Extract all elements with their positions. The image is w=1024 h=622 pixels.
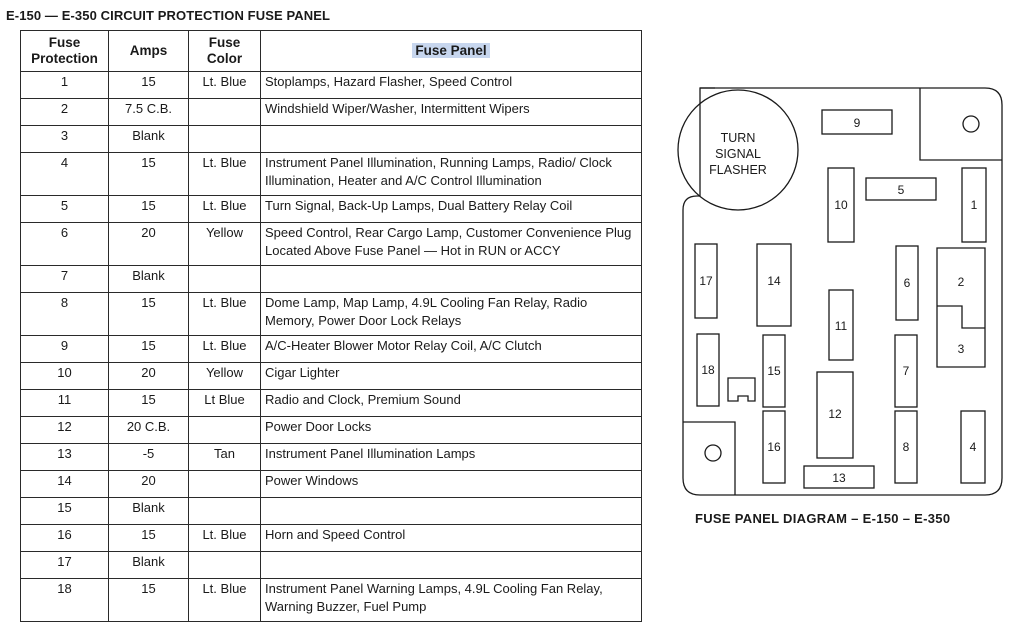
cell-fuse-number: 15 — [21, 498, 109, 525]
flasher-label-line-2: SIGNAL — [715, 147, 761, 161]
cell-color: Lt. Blue — [189, 336, 261, 363]
cell-amps: 15 — [109, 579, 189, 622]
cell-amps: Blank — [109, 266, 189, 293]
cell-amps: -5 — [109, 444, 189, 471]
fuse-label-7: 7 — [902, 364, 910, 378]
cell-description: Instrument Panel Warning Lamps, 4.9L Cooling Fan Relay, Warning Buzzer, Fuel Pump — [261, 579, 642, 622]
cell-fuse-number: 5 — [21, 196, 109, 223]
fuse-label-18: 18 — [701, 363, 715, 377]
cell-amps: 15 — [109, 293, 189, 336]
fuse-label-4: 4 — [969, 440, 977, 454]
page-title: E-150 — E-350 CIRCUIT PROTECTION FUSE PANEL — [6, 8, 331, 23]
cell-amps: Blank — [109, 498, 189, 525]
cell-description: Windshield Wiper/Washer, Intermittent Wipers — [261, 99, 642, 126]
cell-amps: 15 — [109, 153, 189, 196]
header-fuse-color: Fuse Color — [189, 31, 261, 72]
fuse-label-15: 15 — [767, 364, 781, 378]
diagram-caption: FUSE PANEL DIAGRAM – E-150 – E-350 — [695, 511, 951, 526]
mounting-hole-top — [963, 116, 979, 132]
cell-fuse-number: 13 — [21, 444, 109, 471]
cell-amps: 20 C.B. — [109, 417, 189, 444]
cell-fuse-number: 4 — [21, 153, 109, 196]
cell-fuse-number: 16 — [21, 525, 109, 552]
cell-amps: 20 — [109, 471, 189, 498]
fuse-label-1: 1 — [970, 198, 978, 212]
cell-description: Instrument Panel Illumination Lamps — [261, 444, 642, 471]
cell-color: Lt. Blue — [189, 196, 261, 223]
cell-description: Dome Lamp, Map Lamp, 4.9L Cooling Fan Relay, Radio Memory, Power Door Lock Relays — [261, 293, 642, 336]
header-fuse-protection: Fuse Protection — [21, 31, 109, 72]
cell-fuse-number: 1 — [21, 72, 109, 99]
fuse-label-14: 14 — [767, 274, 781, 288]
flasher-label-line-1: TURN — [720, 131, 756, 145]
cell-description: A/C-Heater Blower Motor Relay Coil, A/C Clutch — [261, 336, 642, 363]
cell-description: Power Windows — [261, 471, 642, 498]
fuse-label-16: 16 — [767, 440, 781, 454]
cell-description: Horn and Speed Control — [261, 525, 642, 552]
cell-fuse-number: 3 — [21, 126, 109, 153]
cell-fuse-number: 12 — [21, 417, 109, 444]
fuse-label-10: 10 — [834, 198, 848, 212]
fuse-label-5: 5 — [897, 183, 905, 197]
cell-fuse-number: 9 — [21, 336, 109, 363]
cell-fuse-number: 10 — [21, 363, 109, 390]
cell-fuse-number: 7 — [21, 266, 109, 293]
cell-color: Lt. Blue — [189, 293, 261, 336]
fuse-label-12: 12 — [828, 407, 842, 421]
cell-color: Tan — [189, 444, 261, 471]
cell-color: Lt. Blue — [189, 72, 261, 99]
cell-color: Yellow — [189, 223, 261, 266]
cell-amps: 20 — [109, 363, 189, 390]
cell-description: Power Door Locks — [261, 417, 642, 444]
cell-description: Turn Signal, Back-Up Lamps, Dual Battery Relay Coil — [261, 196, 642, 223]
cell-amps: 7.5 C.B. — [109, 99, 189, 126]
mounting-hole-bottom — [705, 445, 721, 461]
fuse-label-6: 6 — [903, 276, 911, 290]
cell-fuse-number: 14 — [21, 471, 109, 498]
cell-fuse-number: 2 — [21, 99, 109, 126]
cell-description: Stoplamps, Hazard Flasher, Speed Control — [261, 72, 642, 99]
cell-description: Speed Control, Rear Cargo Lamp, Customer Convenience Plug Located Above Fuse Panel — Hot in RUN or ACCY — [261, 223, 642, 266]
cell-color: Lt. Blue — [189, 525, 261, 552]
bottom-left-corner-bracket — [683, 422, 735, 495]
fuse-label-3: 3 — [957, 342, 965, 356]
cell-description: Instrument Panel Illumination, Running Lamps, Radio/ Clock Illumination, Heater and A/C Control Illumination — [261, 153, 642, 196]
cell-color: Lt Blue — [189, 390, 261, 417]
fuse-label-13: 13 — [832, 471, 846, 485]
cell-fuse-number: 18 — [21, 579, 109, 622]
fuse-label-11: 11 — [834, 319, 848, 333]
cell-fuse-number: 8 — [21, 293, 109, 336]
cell-color: Lt. Blue — [189, 579, 261, 622]
fuse-label-17: 17 — [699, 274, 713, 288]
relay-socket — [728, 378, 755, 401]
cell-amps: 20 — [109, 223, 189, 266]
cell-description: Radio and Clock, Premium Sound — [261, 390, 642, 417]
cell-amps: 15 — [109, 390, 189, 417]
top-right-corner-bracket — [920, 88, 1002, 160]
header-amps: Amps — [109, 31, 189, 72]
cell-amps: 15 — [109, 72, 189, 99]
fuse-label-2: 2 — [957, 275, 965, 289]
fuse-label-9: 9 — [853, 116, 861, 130]
cell-amps: 15 — [109, 525, 189, 552]
cell-amps: Blank — [109, 552, 189, 579]
flasher-label-line-3: FLASHER — [709, 163, 767, 177]
cell-color: Lt. Blue — [189, 153, 261, 196]
fuse-label-8: 8 — [902, 440, 910, 454]
cell-amps: Blank — [109, 126, 189, 153]
cell-color: Yellow — [189, 363, 261, 390]
cell-amps: 15 — [109, 336, 189, 363]
cell-amps: 15 — [109, 196, 189, 223]
cell-description: Cigar Lighter — [261, 363, 642, 390]
cell-fuse-number: 17 — [21, 552, 109, 579]
cell-fuse-number: 6 — [21, 223, 109, 266]
fuse-panel-highlight: Fuse Panel — [412, 43, 489, 58]
cell-fuse-number: 11 — [21, 390, 109, 417]
